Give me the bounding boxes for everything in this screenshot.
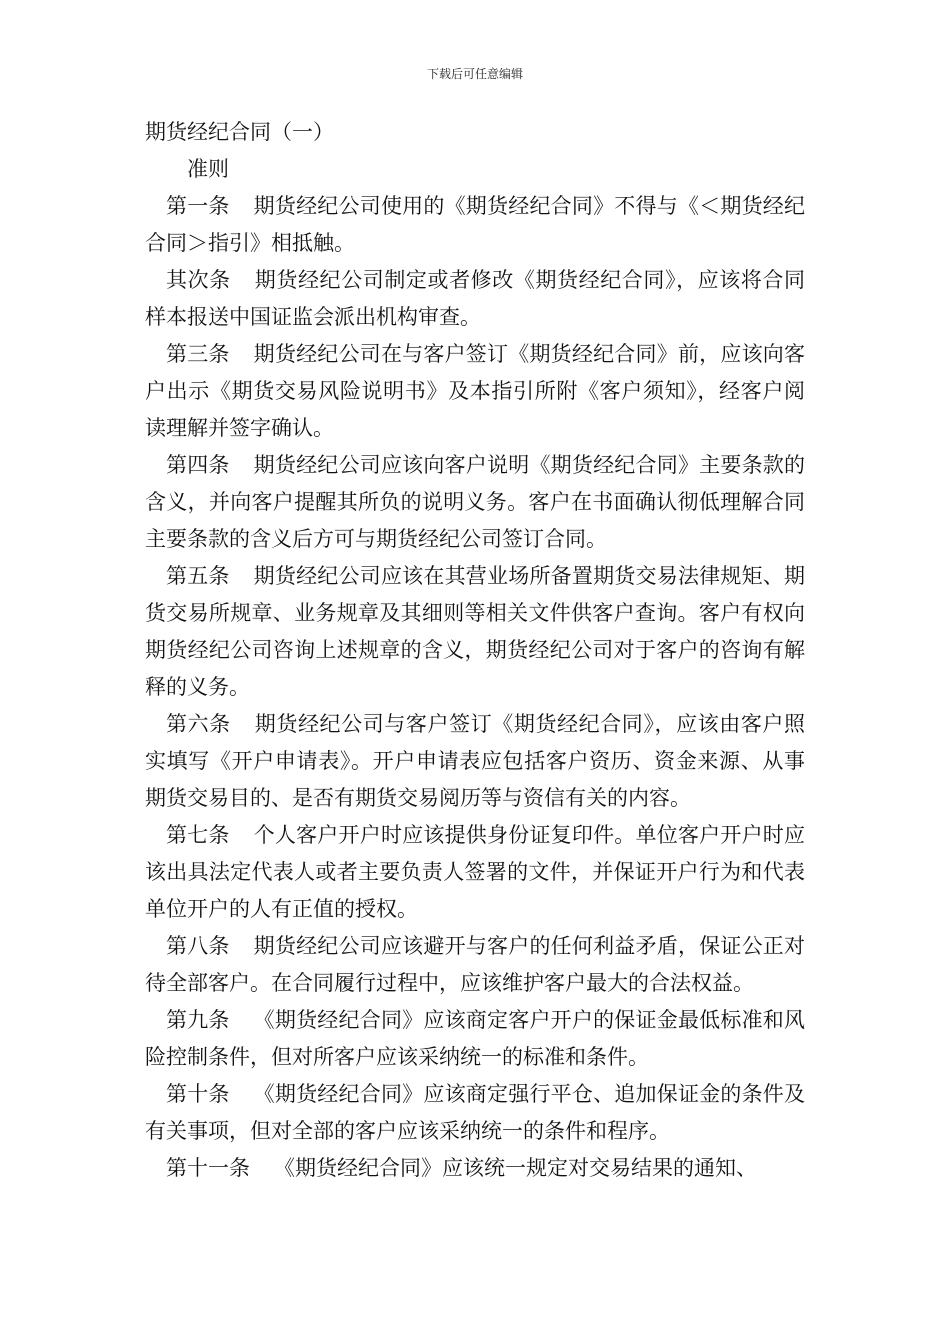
article-number: 第九条 (166, 1008, 230, 1032)
article-number: 第七条 (166, 823, 230, 847)
document-title: 期货经纪合同（一） (145, 120, 334, 144)
article-text: 期货经纪公司制定或者修改《期货经纪合同》，应该将合同样本报送中国证监会派出机构审查。 (145, 268, 806, 329)
article-11 (145, 1150, 805, 1187)
article-text: 期货经纪公司应该向客户说明《期货经纪合同》主要条款的含义，并向客户提醒其所负的说明义务。客户在书面确认彻低理解合同主要条款的含义后方可与期货经纪公司签订合同。 (145, 453, 806, 551)
article-number: 第八条 (166, 934, 230, 958)
article-text: 个人客户开户时应该提供身份证复印件。单位客户开户时应该出具法定代表人或者主要负责人签署的文件，并保证开户行为和代表单位开户的人有正值的授权。 (145, 823, 806, 921)
article-number: 第五条 (166, 564, 230, 588)
article-number: 第十一条 (166, 1156, 250, 1180)
article-number: 第一条 (166, 194, 230, 218)
article-text: 《期货经纪合同》应该商定强行平仓、追加保证金的条件及有关事项，但对全部的客户应该采纳统一的条件和程序。 (145, 1082, 806, 1143)
page-header: 下载后可任意编辑 (426, 67, 523, 81)
article-8 (145, 928, 805, 1002)
article-6 (145, 706, 805, 817)
article-number: 第十条 (166, 1082, 230, 1106)
article-5 (145, 558, 805, 706)
article-text: 期货经纪公司应该避开与客户的任何利益矛盾，保证公正对待全部客户。在合同履行过程中，应该维护客户最大的合法权益。 (145, 934, 806, 995)
article-4 (145, 447, 805, 558)
article-number: 第三条 (166, 342, 230, 366)
article-number: 其次条 (166, 268, 231, 292)
article-3 (145, 336, 805, 447)
article-text: 期货经纪公司与客户签订《期货经纪合同》，应该由客户照实填写《开户申请表》。开户申请表应包括客户资历、资金来源、从事期货交易目的、是否有期货交易阅历等与资信有关的内容。 (145, 712, 806, 810)
article-7 (145, 817, 805, 928)
article-number: 第四条 (166, 453, 230, 477)
document-body (145, 114, 805, 1187)
article-number: 第六条 (166, 712, 231, 736)
article-text: 期货经纪公司在与客户签订《期货经纪合同》前，应该向客户出示《期货交易风险说明书》及本指引所附《客户须知》，经客户阅读理解并签字确认。 (145, 342, 806, 440)
section-heading: 准则 (187, 157, 229, 181)
article-9 (145, 1002, 805, 1076)
article-text: 期货经纪公司使用的《期货经纪合同》不得与《＜期货经纪合同＞指引》相抵触。 (145, 194, 806, 255)
article-1 (145, 188, 805, 262)
article-2 (145, 262, 805, 336)
article-text: 期货经纪公司应该在其营业场所备置期货交易法律规矩、期货交易所规章、业务规章及其细则等相关文件供客户查询。客户有权向期货经纪公司咨询上述规章的含义，期货经纪公司对于客户的咨询有解释的义务。 (145, 564, 806, 699)
article-text: 《期货经纪合同》应该商定客户开户的保证金最低标准和风险控制条件，但对所客户应该采纳统一的标准和条件。 (145, 1008, 806, 1069)
article-10 (145, 1076, 805, 1150)
article-text: 《期货经纪合同》应该统一规定对交易结果的通知、 (274, 1156, 757, 1180)
